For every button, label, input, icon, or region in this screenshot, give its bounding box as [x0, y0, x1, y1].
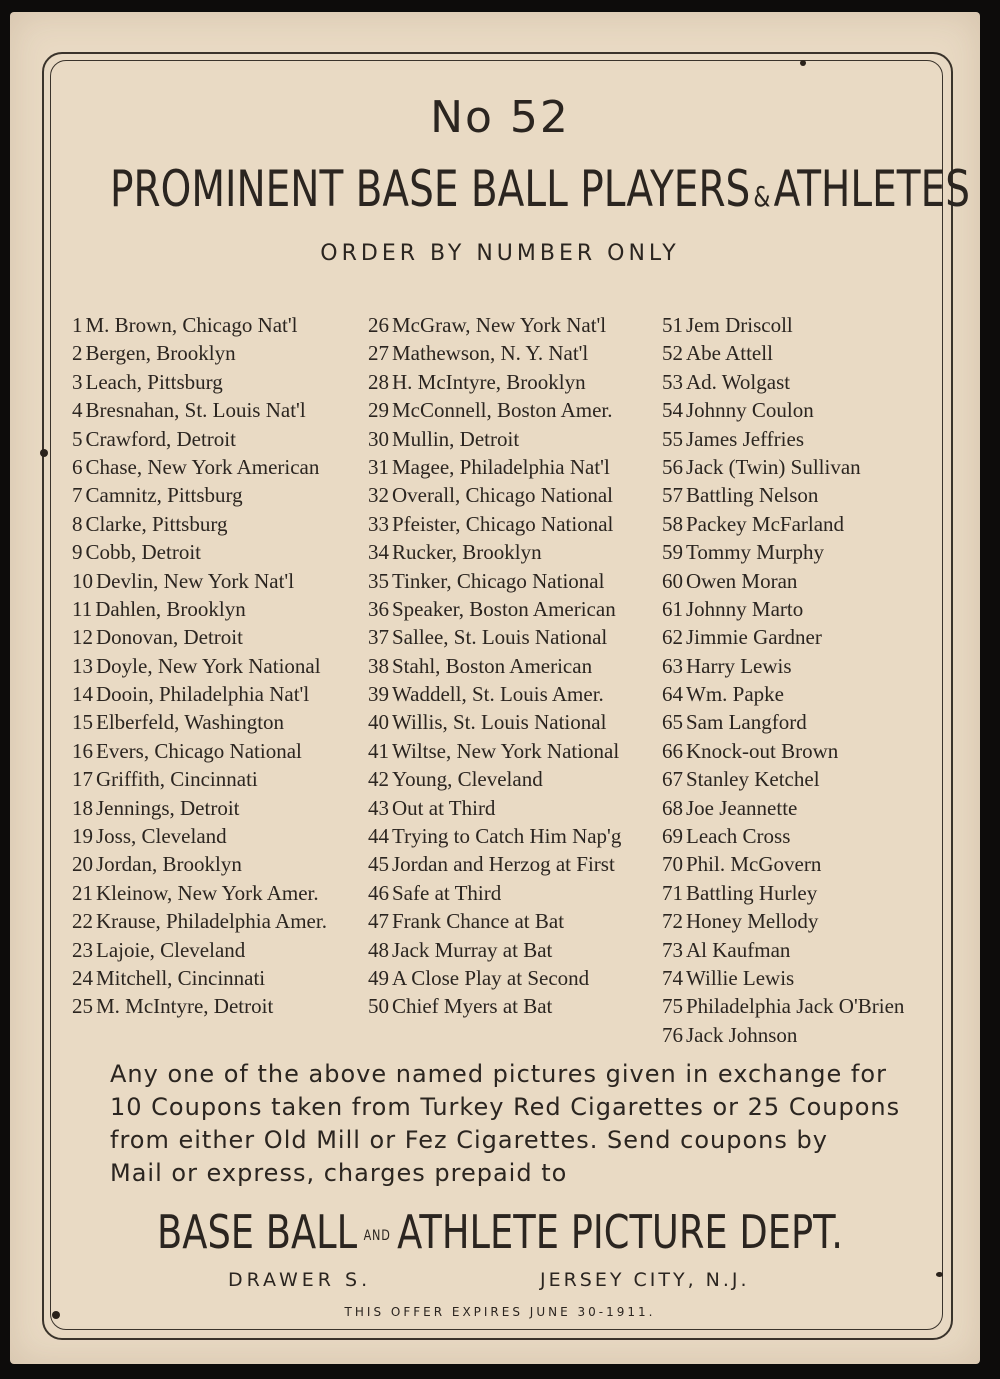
offer-line: from either Old Mill or Fez Cigarettes. Send coupons by — [110, 1126, 828, 1154]
player-list-column-3 — [662, 311, 904, 1049]
player-name: Willie Lewis — [686, 965, 795, 990]
player-number: 7 — [72, 483, 83, 508]
player-name: Leach, Pittsburg — [85, 369, 223, 394]
player-name: Waddell, St. Louis Amer. — [392, 682, 604, 707]
list-item — [72, 368, 327, 396]
player-number: 3 — [72, 369, 83, 394]
player-name: Sam Langford — [686, 710, 807, 735]
player-name: Evers, Chicago National — [96, 738, 302, 763]
player-number: 15 — [72, 710, 93, 735]
list-item — [662, 737, 904, 765]
player-number: 73 — [662, 937, 683, 962]
list-item — [662, 1021, 904, 1049]
list-item — [662, 339, 904, 367]
player-name: Mullin, Detroit — [392, 426, 520, 451]
list-item — [368, 850, 621, 878]
player-name: Clarke, Pittsburg — [85, 511, 228, 536]
department-name — [100, 1205, 900, 1259]
player-number: 17 — [72, 767, 93, 792]
list-item — [72, 822, 327, 850]
list-item — [662, 510, 904, 538]
player-number: 71 — [662, 880, 683, 905]
list-item — [72, 567, 327, 595]
player-number: 68 — [662, 795, 683, 820]
player-list-column-1 — [72, 311, 327, 1021]
player-number: 64 — [662, 682, 683, 707]
player-number: 51 — [662, 313, 683, 337]
player-name: Stanley Ketchel — [686, 767, 820, 792]
dept-and: AND — [363, 1227, 391, 1244]
player-name: Willis, St. Louis National — [392, 710, 607, 735]
player-name: Rucker, Brooklyn — [392, 540, 542, 565]
player-number: 72 — [662, 909, 683, 934]
player-name: Speaker, Boston American — [392, 596, 616, 621]
player-name: Leach Cross — [686, 824, 791, 849]
subtitle: ORDER BY NUMBER ONLY — [320, 241, 680, 266]
player-name: Donovan, Detroit — [96, 625, 243, 650]
player-name: Jack Johnson — [686, 1022, 798, 1047]
player-number: 74 — [662, 965, 683, 990]
player-name: Griffith, Cincinnati — [96, 767, 258, 792]
list-item — [368, 879, 621, 907]
player-name: Safe at Third — [392, 880, 502, 905]
player-name: Young, Cleveland — [392, 767, 543, 792]
player-number: 14 — [72, 682, 93, 707]
list-item — [72, 623, 327, 651]
player-name: Dooin, Philadelphia Nat'l — [96, 682, 310, 707]
list-item — [368, 481, 621, 509]
player-number: 53 — [662, 369, 683, 394]
list-item — [72, 595, 327, 623]
offer-line: Any one of the above named pictures given in exchange for — [110, 1060, 887, 1088]
player-name: Camnitz, Pittsburg — [85, 483, 243, 508]
list-item — [368, 964, 621, 992]
player-number: 70 — [662, 852, 683, 877]
list-item — [368, 992, 621, 1020]
player-name: H. McIntyre, Brooklyn — [392, 369, 586, 394]
list-item — [662, 567, 904, 595]
player-number: 65 — [662, 710, 683, 735]
player-name: Cobb, Detroit — [85, 540, 201, 565]
page-title — [110, 160, 970, 218]
player-number: 10 — [72, 568, 93, 593]
player-number: 69 — [662, 824, 683, 849]
list-item — [72, 879, 327, 907]
player-number: 39 — [368, 682, 389, 707]
player-number: 44 — [368, 824, 389, 849]
player-name: McConnell, Boston Amer. — [392, 398, 613, 423]
player-number: 60 — [662, 568, 683, 593]
player-number: 9 — [72, 540, 83, 565]
player-name: Mathewson, N. Y. Nat'l — [392, 341, 589, 366]
player-name: Honey Mellody — [686, 909, 819, 934]
list-item — [368, 595, 621, 623]
player-name: Ad. Wolgast — [686, 369, 791, 394]
player-number: 19 — [72, 824, 93, 849]
player-number: 50 — [368, 994, 389, 1019]
player-number: 4 — [72, 398, 83, 423]
list-item — [662, 850, 904, 878]
list-item — [368, 652, 621, 680]
player-name: Overall, Chicago National — [392, 483, 614, 508]
list-item — [662, 453, 904, 481]
player-name: Johnny Coulon — [686, 398, 814, 423]
player-number: 18 — [72, 795, 93, 820]
list-item — [662, 794, 904, 822]
player-number: 42 — [368, 767, 389, 792]
player-name: Krause, Philadelphia Amer. — [96, 909, 327, 934]
player-number: 32 — [368, 483, 389, 508]
player-name: Chase, New York American — [85, 454, 320, 479]
player-number: 1 — [72, 313, 83, 337]
player-number: 66 — [662, 738, 683, 763]
list-item — [662, 708, 904, 736]
list-item — [662, 652, 904, 680]
player-name: Packey McFarland — [686, 511, 845, 536]
player-name: Abe Attell — [686, 341, 773, 366]
player-name: Wiltse, New York National — [392, 738, 620, 763]
player-number: 35 — [368, 568, 389, 593]
list-item — [368, 737, 621, 765]
player-name: Elberfeld, Washington — [96, 710, 285, 735]
list-item — [72, 510, 327, 538]
player-number: 22 — [72, 909, 93, 934]
player-number: 20 — [72, 852, 93, 877]
list-item — [662, 964, 904, 992]
player-number: 38 — [368, 653, 389, 678]
offer-text — [110, 1058, 910, 1190]
player-name: Out at Third — [392, 795, 496, 820]
player-name: Kleinow, New York Amer. — [96, 880, 319, 905]
list-item — [662, 680, 904, 708]
player-number: 48 — [368, 937, 389, 962]
list-item — [662, 311, 904, 339]
player-number: 45 — [368, 852, 389, 877]
dept-right: ATHLETE PICTURE DEPT. — [397, 1205, 843, 1259]
player-name: Philadelphia Jack O'Brien — [686, 994, 905, 1019]
player-name: M. Brown, Chicago Nat'l — [85, 313, 298, 337]
title-main: PROMINENT BASE BALL PLAYERS — [110, 160, 751, 218]
list-item — [368, 311, 621, 339]
player-name: Joe Jeannette — [686, 795, 798, 820]
player-name: Pfeister, Chicago National — [392, 511, 614, 536]
player-number: 2 — [72, 341, 83, 366]
drawer-address: DRAWER S. — [228, 1269, 372, 1291]
player-number: 49 — [368, 965, 389, 990]
player-number: 57 — [662, 483, 683, 508]
player-number: 23 — [72, 937, 93, 962]
pin-hole — [800, 60, 806, 66]
player-number: 52 — [662, 341, 683, 366]
list-item — [72, 396, 327, 424]
player-name: Jordan and Herzog at First — [392, 852, 615, 877]
player-number: 12 — [72, 625, 93, 650]
player-number: 30 — [368, 426, 389, 451]
list-item — [72, 992, 327, 1020]
player-number: 16 — [72, 738, 93, 763]
player-name: Owen Moran — [686, 568, 798, 593]
list-item — [662, 907, 904, 935]
offer-line: Mail or express, charges prepaid to — [110, 1159, 568, 1187]
player-number: 5 — [72, 426, 83, 451]
player-number: 47 — [368, 909, 389, 934]
list-item — [662, 623, 904, 651]
list-item — [72, 794, 327, 822]
list-item — [72, 311, 327, 339]
player-name: Magee, Philadelphia Nat'l — [392, 454, 610, 479]
player-number: 37 — [368, 625, 389, 650]
player-name: Jordan, Brooklyn — [96, 852, 242, 877]
city-address: JERSEY CITY, N.J. — [540, 1269, 750, 1291]
player-name: Devlin, New York Nat'l — [96, 568, 295, 593]
list-item — [72, 850, 327, 878]
player-name: A Close Play at Second — [392, 965, 590, 990]
player-number: 6 — [72, 454, 83, 479]
player-name: Jack (Twin) Sullivan — [686, 454, 861, 479]
list-item — [662, 879, 904, 907]
list-item — [368, 822, 621, 850]
list-item — [368, 708, 621, 736]
list-item — [72, 652, 327, 680]
player-name: Frank Chance at Bat — [392, 909, 565, 934]
player-number: 36 — [368, 596, 389, 621]
player-list-column-2 — [368, 311, 621, 1021]
player-name: James Jeffries — [686, 426, 804, 451]
list-item — [662, 481, 904, 509]
player-name: Lajoie, Cleveland — [96, 937, 246, 962]
list-item — [368, 680, 621, 708]
list-item — [368, 538, 621, 566]
player-number: 31 — [368, 454, 389, 479]
player-name: Jack Murray at Bat — [392, 937, 553, 962]
list-item — [368, 936, 621, 964]
player-number: 34 — [368, 540, 389, 565]
list-item — [72, 453, 327, 481]
player-name: Joss, Cleveland — [96, 824, 227, 849]
player-number: 29 — [368, 398, 389, 423]
player-number: 55 — [662, 426, 683, 451]
player-number: 25 — [72, 994, 93, 1019]
list-item — [368, 567, 621, 595]
list-item — [368, 765, 621, 793]
list-item — [72, 481, 327, 509]
list-item — [72, 907, 327, 935]
player-name: Jennings, Detroit — [96, 795, 240, 820]
dept-left: BASE BALL — [157, 1205, 358, 1259]
player-name: Trying to Catch Him Nap'g — [392, 824, 622, 849]
list-item — [368, 425, 621, 453]
player-name: Sallee, St. Louis National — [392, 625, 608, 650]
player-name: Bergen, Brooklyn — [85, 341, 236, 366]
player-number: 40 — [368, 710, 389, 735]
player-number: 63 — [662, 653, 683, 678]
pin-hole — [40, 449, 48, 457]
list-item — [72, 737, 327, 765]
pin-hole — [936, 1272, 943, 1277]
player-number: 27 — [368, 341, 389, 366]
player-number: 21 — [72, 880, 93, 905]
player-number: 11 — [72, 596, 93, 621]
title-ampersand: & — [753, 180, 771, 213]
list-item — [72, 936, 327, 964]
list-item — [368, 510, 621, 538]
player-number: 59 — [662, 540, 683, 565]
list-item — [662, 595, 904, 623]
expiry-notice: THIS OFFER EXPIRES JUNE 30-1911. — [344, 1305, 656, 1319]
list-item — [662, 396, 904, 424]
list-item — [368, 396, 621, 424]
player-name: McGraw, New York Nat'l — [392, 313, 607, 337]
list-item — [368, 907, 621, 935]
list-item — [72, 708, 327, 736]
player-name: Jem Driscoll — [686, 313, 793, 337]
list-item — [72, 538, 327, 566]
player-number: 33 — [368, 511, 389, 536]
list-item — [72, 765, 327, 793]
player-name: Knock-out Brown — [686, 738, 839, 763]
player-name: Jimmie Gardner — [686, 625, 822, 650]
player-number: 56 — [662, 454, 683, 479]
list-item — [72, 680, 327, 708]
player-name: Tinker, Chicago National — [392, 568, 605, 593]
list-item — [72, 339, 327, 367]
player-number: 13 — [72, 653, 93, 678]
list-item — [368, 794, 621, 822]
player-number: 28 — [368, 369, 389, 394]
player-name: Al Kaufman — [686, 937, 791, 962]
player-name: Dahlen, Brooklyn — [95, 596, 246, 621]
player-number: 41 — [368, 738, 389, 763]
list-item — [662, 538, 904, 566]
list-item — [662, 936, 904, 964]
player-number: 43 — [368, 795, 389, 820]
player-number: 61 — [662, 596, 683, 621]
player-number: 46 — [368, 880, 389, 905]
player-name: Phil. McGovern — [686, 852, 822, 877]
player-name: M. McIntyre, Detroit — [96, 994, 274, 1019]
player-name: Stahl, Boston American — [392, 653, 593, 678]
player-number: 26 — [368, 313, 389, 337]
player-number: 58 — [662, 511, 683, 536]
player-name: Wm. Papke — [686, 682, 784, 707]
list-item — [662, 425, 904, 453]
list-item — [662, 992, 904, 1020]
list-item — [662, 368, 904, 396]
list-item — [72, 425, 327, 453]
player-number: 76 — [662, 1022, 683, 1047]
player-number: 54 — [662, 398, 683, 423]
title-end: ATHLETES — [773, 160, 970, 218]
list-item — [72, 964, 327, 992]
list-item — [368, 623, 621, 651]
player-name: Tommy Murphy — [686, 540, 824, 565]
player-name: Battling Nelson — [686, 483, 819, 508]
player-name: Harry Lewis — [686, 653, 792, 678]
player-name: Johnny Marto — [686, 596, 804, 621]
player-number: 75 — [662, 994, 683, 1019]
offer-line: 10 Coupons taken from Turkey Red Cigarettes or 25 Coupons — [110, 1093, 901, 1121]
list-item — [368, 339, 621, 367]
player-number: 24 — [72, 965, 93, 990]
player-name: Chief Myers at Bat — [392, 994, 553, 1019]
player-name: Mitchell, Cincinnati — [96, 965, 266, 990]
player-number: 62 — [662, 625, 683, 650]
list-item — [662, 765, 904, 793]
list-item — [368, 453, 621, 481]
player-name: Battling Hurley — [686, 880, 818, 905]
player-name: Crawford, Detroit — [85, 426, 236, 451]
player-name: Doyle, New York National — [96, 653, 321, 678]
list-item — [662, 822, 904, 850]
player-number: 8 — [72, 511, 83, 536]
card-number: No 52 — [430, 92, 570, 143]
list-item — [368, 368, 621, 396]
player-name: Bresnahan, St. Louis Nat'l — [85, 398, 306, 423]
player-number: 67 — [662, 767, 683, 792]
